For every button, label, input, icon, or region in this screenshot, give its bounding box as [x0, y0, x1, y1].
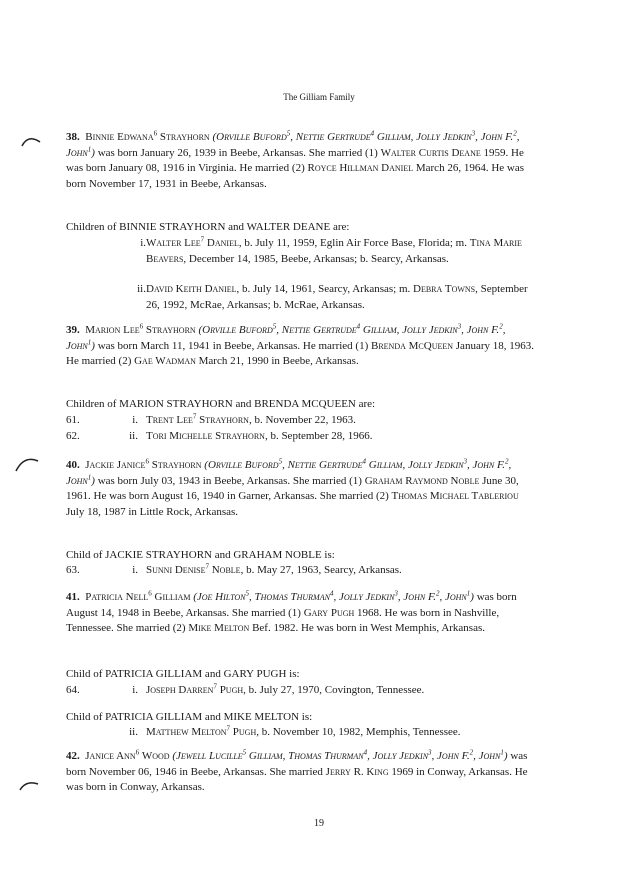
- children-heading: Child of PATRICIA GILLIAM and MIKE MELTON is:: [66, 711, 313, 723]
- child-entry: i. Walter Lee$^7$ Daniel, b. July 11, 1959, Eglin Air Force Base, Florida; m. Tina Marie Beavers, December 14, 1985, Beebe, Arkansas; b. Searcy, Arkansas.: [140, 235, 522, 265]
- child-entry: 63. i. Sunni Denise$^7$ Noble, b. May 27, 1963, Searcy, Arkansas.: [66, 562, 402, 576]
- children-heading: Children of BINNIE STRAYHORN and WALTER DEANE are:: [66, 221, 350, 233]
- binder-hole-mark: [20, 134, 42, 153]
- child-entry: ii. Matthew Melton$^7$ Pugh, b. November 10, 1982, Memphis, Tennessee.: [129, 724, 461, 738]
- child-entry: 61. i. Trent Lee$^7$ Strayhorn, b. November 22, 1963.: [66, 412, 356, 426]
- page-number: 19: [314, 818, 324, 829]
- entry-39: 39. Marion Lee$^6$ Strayhorn (Orville Buford$^5$, Nettie Gertrude$^4$ Gilliam, Jolly Jedkin$^3$, John F.$^2$, John$^1$) was born March 11, 1941 in Beebe, Arkansas. He married (1) Brenda McQueen January 18, 1963. He married (2) Gae Wadman March 21, 1990 in Beebe, Arkansas.: [66, 322, 534, 367]
- binder-hole-mark: [14, 455, 40, 478]
- children-heading: Child of PATRICIA GILLIAM and GARY PUGH is:: [66, 668, 300, 680]
- entry-38: 38. Binnie Edwana$^6$ Strayhorn (Orville Buford$^5$, Nettie Gertrude$^4$ Gilliam, Jolly Jedkin$^3$, John F.$^2$, John$^1$) was born January 26, 1939 in Beebe, Arkansas. She married (1) Walter Curtis Deane 1959. He was born January 08, 1916 in Virginia. He married (2) Royce Hillman Daniel March 26, 1964. He was born November 17, 1931 in Beebe, Arkansas.: [66, 129, 525, 190]
- children-heading: Children of MARION STRAYHORN and BRENDA MCQUEEN are:: [66, 398, 376, 410]
- child-entry: 64. i. Joseph Darren$^7$ Pugh, b. July 27, 1970, Covington, Tennessee.: [66, 682, 425, 696]
- entry-40: 40. Jackie Janice$^6$ Strayhorn (Orville Buford$^5$, Nettie Gertrude$^4$ Gilliam, Jolly Jedkin$^3$, John F.$^2$, John$^1$) was born July 03, 1943 in Beebe, Arkansas. She married (1) Graham Raymond Noble June 30, 1961. He was born August 16, 1940 in Garner, Arkansas. She married (2) Thomas Michael Tableriou July 18, 1987 in Little Rock, Arkansas.: [66, 457, 519, 518]
- page-header: The Gilliam Family: [283, 92, 355, 102]
- binder-hole-mark: [18, 778, 40, 797]
- children-heading: Child of JACKIE STRAYHORN and GRAHAM NOBLE is:: [66, 549, 335, 561]
- entry-41: 41. Patricia Nell$^6$ Gilliam (Joe Hilton$^5$, Thomas Thurman$^4$, Jolly Jedkin$^3$, John F.$^2$, John$^1$) was born August 14, 1948 in Beebe, Arkansas. She married (1) Gary Pugh 1968. He was born in Nashville, Tennessee. She married (2) Mike Melton Bef. 1982. He was born in West Memphis, Arkansas.: [66, 589, 517, 634]
- entry-number: 38.: [66, 131, 80, 143]
- child-entry: 62. ii. Tori Michelle Strayhorn, b. September 28, 1966.: [66, 430, 373, 442]
- entry-42: 42. Janice Ann$^6$ Wood (Jewell Lucille$^5$ Gilliam, Thomas Thurman$^4$, Jolly Jedkin$^3$, John F.$^2$, John$^1$) was born November 06, 1946 in Beebe, Arkansas. She married Jerry R. King 1969 in Conway, Arkansas. He was born in Conway, Arkansas.: [66, 748, 528, 793]
- child-entry: ii. David Keith Daniel, b. July 14, 1961, Searcy, Arkansas; m. Debra Towns, September 26, 1992, McRae, Arkansas; b. McRae, Arkansas.: [137, 283, 528, 311]
